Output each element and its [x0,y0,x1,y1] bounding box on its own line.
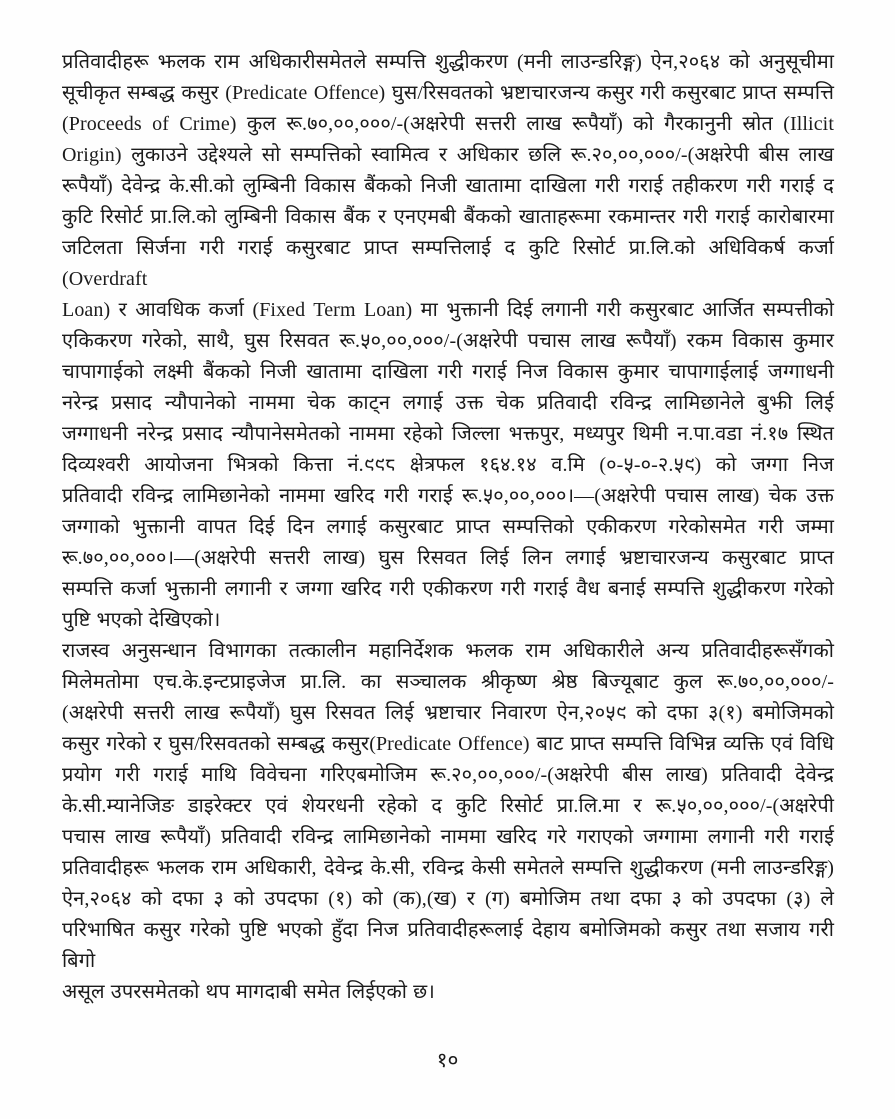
paragraph-1 [62,47,834,636]
text-line: मिलेमतोमा एच.के.इन्टप्राइजेज प्रा.लि. का सञ्चालक श्रीकृष्ण श्रेष्ठ बिज्यूबाट कुल रू.७०,००,०००/- [62,671,834,693]
text-line: (अक्षरेपी सत्तरी लाख रूपैयाँ) घुस रिसवत लिई भ्रष्टाचार निवारण ऐन,२०५९ को दफा ३(१) बमोजिमको [62,702,834,724]
text-line: चापागाईको लक्ष्मी बैंकको निजी खातामा दाखिला गरी गराई निज विकास कुमार चापागाईलाई जग्गाधनी [62,361,835,383]
text-line: जग्गाधनी नरेन्द्र प्रसाद न्यौपानेसमेतको नाममा रहेको जिल्ला भक्तपुर, मध्यपुर थिमी न.पा.वडा नं.१७ स्थित [62,423,834,445]
text-line: रू.७०,००,०००।—(अक्षरेपी सत्तरी लाख) घुस रिसवत लिई लिन लगाई भ्रष्टाचारजन्य कसुरबाट प्राप्त [62,547,834,569]
text-line: रूपैयाँ) देवेन्द्र के.सी.को लुम्बिनी विकास बैंकको निजी खातामा दाखिला गरी गराई तहीकरण गरी गराई द [62,175,834,197]
text-line: पुष्टि भएको देखिएको। [62,609,221,631]
text-line: ऐन,२०६४ को दफा ३ को उपदफा (१) को (क),(ख) र (ग) बमोजिम तथा दफा ३ को उपदफा (३) ले [62,888,834,910]
text-line: सूचीकृत सम्बद्ध कसुर (Predicate Offence) घुस/रिसवतको भ्रष्टाचारजन्य कसुर गरी कसुरबाट प्राप्त सम्पत्ति [62,82,834,104]
text-line: असूल उपरसमेतको थप मागदाबी समेत लिईएको छ। [62,981,435,1003]
body-text [62,47,834,1008]
text-line: जटिलता सिर्जना गरी गराई कसुरबाट प्राप्त सम्पत्तिलाई द कुटि रिसोर्ट प्रा.लि.को अधिविकर्ष कर्जा (Overdraft [62,237,834,290]
text-line: प्रतिवादीहरू झलक राम अधिकारीसमेतले सम्पत्ति शुद्धीकरण (मनी लाउन्डरिङ्ग) ऐन,२०६४ को अनुसूचीमा [62,51,834,73]
text-line: राजस्व अनुसन्धान विभागका तत्कालीन महानिर्देशक झलक राम अधिकारीले अन्य प्रतिवादीहरूसँगको [62,640,834,662]
text-line: Origin) लुकाउने उद्देश्यले सो सम्पत्तिको स्वामित्व र अधिकार छलि रू.२०,००,०००/-(अक्षरेपी बीस लाख [62,144,834,166]
paragraph-2 [62,636,834,1008]
text-line: एकिकरण गरेको, साथै, घुस रिसवत रू.५०,००,०००/-(अक्षरेपी पचास लाख रूपैयाँ) रकम विकास कुमार [62,330,834,352]
text-line: पचास लाख रूपैयाँ) प्रतिवादी रविन्द्र लामिछानेको नाममा खरिद गरे गराएको जग्गामा लगानी गरी गराई [62,826,834,848]
text-line: नरेन्द्र प्रसाद न्यौपानेको नाममा चेक काट्न लगाई उक्त चेक प्रतिवादी रविन्द्र लामिछानेले बुझी लिई [62,392,834,414]
text-line: प्रतिवादी रविन्द्र लामिछानेको नाममा खरिद गरी गराई रू.५०,००,०००।—(अक्षरेपी पचास लाख) चेक उक्त [62,485,834,507]
text-line: दिव्यश्वरी आयोजना भित्रको कित्ता नं.९९८ क्षेत्रफल १६४.१४ व.मि (०-५-०-२.५९) को जग्गा निज [62,454,834,476]
text-line: परिभाषित कसुर गरेको पुष्टि भएको हुँदा निज प्रतिवादीहरूलाई देहाय बमोजिमको कसुर तथा सजाय गरी बिगो [62,919,834,972]
text-line: कुटि रिसोर्ट प्रा.लि.को लुम्बिनी विकास बैंक र एनएमबी बैंकको खाताहरूमा रकमान्तर गरी गराई कारोबारमा [62,206,834,228]
text-line: Loan) र आवधिक कर्जा (Fixed Term Loan) मा भुक्तानी दिई लगानी गरी कसुरबाट आर्जित सम्पत्तीको [62,299,834,321]
text-line: प्रतिवादीहरू झलक राम अधिकारी, देवेन्द्र के.सी, रविन्द्र केसी समेतले सम्पत्ति शुद्धीकरण (मनी लाउन्डरिङ्ग) [62,857,834,879]
page-number: १० [436,1048,459,1072]
text-line: सम्पत्ति कर्जा भुक्तानी लगानी र जग्गा खरिद गरी एकीकरण गरी गराई वैध बनाई सम्पत्ति शुद्धीकरण गरेको [62,578,834,600]
text-line: प्रयोग गरी गराई माथि विवेचना गरिएबमोजिम रू.२०,००,०००/-(अक्षरेपी बीस लाख) प्रतिवादी देवेन्द्र [62,764,834,786]
text-line: जग्गाको भुक्तानी वापत दिई दिन लगाई कसुरबाट प्राप्त सम्पत्तिको एकीकरण गरेकोसमेत गरी जम्मा [62,516,834,538]
text-line: (Proceeds of Crime) कुल रू.७०,००,०००/-(अक्षरेपी सत्तरी लाख रूपैयाँ) को गैरकानुनी स्रोत (Illicit [62,113,834,135]
text-line: के.सी.म्यानेजिङ डाइरेक्टर एवं शेयरधनी रहेको द कुटि रिसोर्ट प्रा.लि.मा र रू.५०,००,०००/-(अक्षरेपी [62,795,834,817]
text-line: कसुर गरेको र घुस/रिसवतको सम्बद्ध कसुर(Predicate Offence) बाट प्राप्त सम्पत्ति विभिन्न व्यक्ति एवं विधि [62,733,834,755]
